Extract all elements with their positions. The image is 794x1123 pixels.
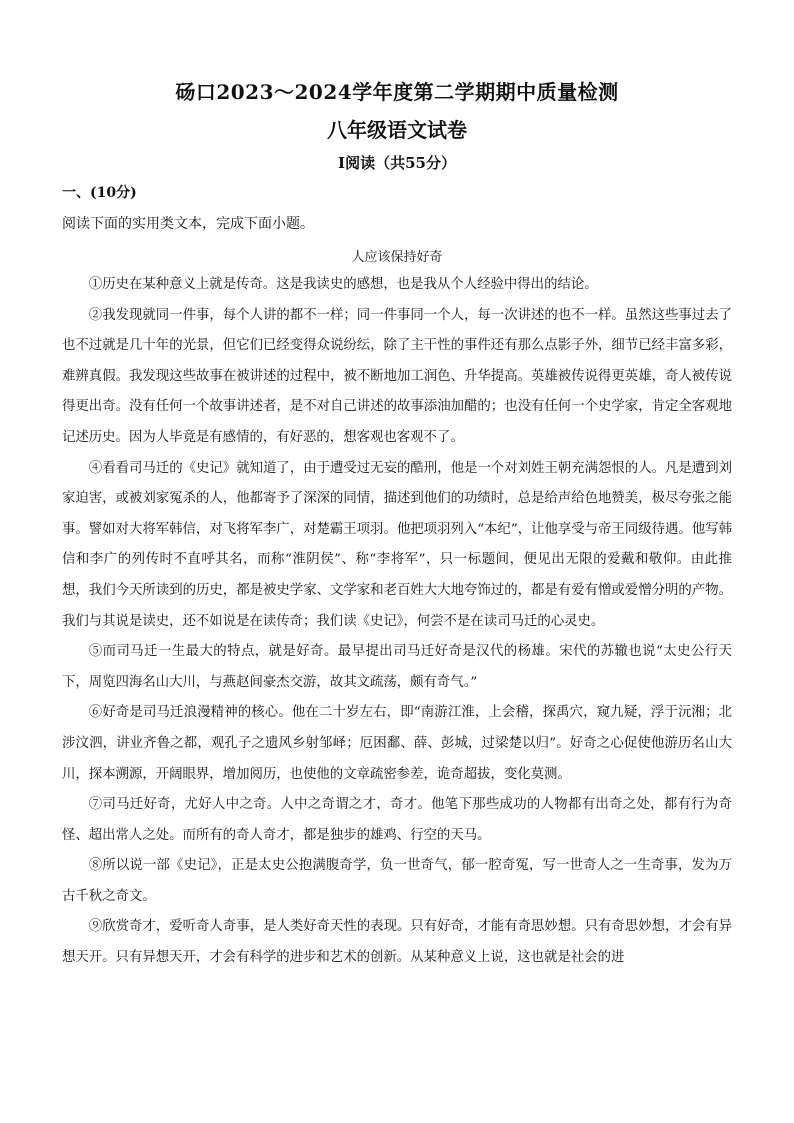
article-title: 人应该保持好奇 bbox=[351, 250, 443, 265]
exam-subtitle: 八年级语文试卷 bbox=[327, 118, 467, 142]
exam-title: 砀口2023～2024学年度第二学期期中质量检测 bbox=[175, 80, 619, 104]
question-instruction: 阅读下面的实用类文本，完成下面小题。 bbox=[62, 216, 314, 232]
article-paragraph: ⑦司马迁好奇，尤好人中之奇。人中之奇谓之才，奇才。他笔下那些成功的人物都有出奇之处，都有行为奇怪、超出常人之处。而所有的奇人奇才，都是独步的雄鸡、行空的天马。 bbox=[62, 797, 732, 843]
article-paragraph: ⑤而司马迁一生最大的特点，就是好奇。最早提出司马迁好奇是汉代的杨雄。宋代的苏辙也说“太史公行天下，周览四海名山大川，与燕赵间豪杰交游，故其文疏荡，颇有奇气。” bbox=[62, 644, 732, 690]
article-paragraph: ②我发现就同一件事，每个人讲的都不一样；同一件事同一个人，每一次讲述的也不一样。虽然这些事过去了也不过就是几十年的光景，但它们已经变得众说纷纭，除了主干性的事件还有那么点影子外，细节已经丰富多彩，难辨真假。我发现这些故事在被讲述的过程中，被不断地加工润色、升华提高。英雄被传说得更英雄，奇人被传说得更出奇。没有任何一个故事讲述者，是不对自己讲述的故事添油加醋的；也没有任何一个史学家，肯定全客观地记述历史。因为人毕竟是有感情的，有好恶的，想客观也客观不了。 bbox=[62, 307, 732, 445]
question-heading: 一、(10分) bbox=[62, 185, 137, 201]
article-body bbox=[62, 270, 732, 974]
article-paragraph: ⑧所以说一部《史记》，正是太史公抱满腹奇学，负一世奇气，郁一腔奇冤，写一世奇人之一生奇事，发为万古千秋之奇文。 bbox=[62, 858, 732, 904]
article-paragraph: ⑨欣赏奇才，爱听奇人奇事，是人类好奇天性的表现。只有好奇，才能有奇思妙想。只有奇思妙想，才会有异想天开。只有异想天开，才会有科学的进步和艺术的创新。从某种意义上说，这也就是社会的进 bbox=[62, 919, 732, 966]
section-title: Ⅰ阅读（共55分） bbox=[338, 154, 456, 172]
article-paragraph: ⑥好奇是司马迁浪漫精神的核心。他在二十岁左右，即“南游江淮，上会稽，探禹穴，窥九疑，浮于沅湘；北涉汶泗，讲业齐鲁之都，观孔子之遗风乡射邹峄；厄困鄱、薛、彭城，过梁楚以归”。好奇之心促使他游历名山大川，探本溯源，开阔眼界，增加阅历，也使他的文章疏密参差，诡奇超拔，变化莫测。 bbox=[62, 705, 732, 782]
article-paragraph: ①历史在某种意义上就是传奇。这是我读史的感想，也是我从个人经验中得出的结论。 bbox=[88, 277, 598, 292]
article-paragraph: ④看看司马迁的《史记》就知道了，由于遭受过无妄的酷刑，他是一个对刘姓王朝充满怨恨的人。凡是遭到刘家迫害，或被刘家冤杀的人，他都寄予了深深的同情，描述到他们的功绩时，总是给声给色地赞美，极尽夸张之能事。譬如对大将军韩信，对飞将军李广，对楚霸王项羽。他把项羽列入“本纪”，让他享受与帝王同级待遇。他写韩信和李广的列传时不直呼其名，而称“淮阴侯”、称“李将军”，只一标题间，便见出无限的爱戴和敬仰。由此推想，我们今天所读到的历史，都是被史学家、文学家和老百姓大大地夸饰过的，都是有爱有憎或爱憎分明的产物。我们与其说是读史，还不如说是在读传奇；我们读《史记》，何尝不是在读司马迁的心灵史。 bbox=[62, 460, 732, 629]
